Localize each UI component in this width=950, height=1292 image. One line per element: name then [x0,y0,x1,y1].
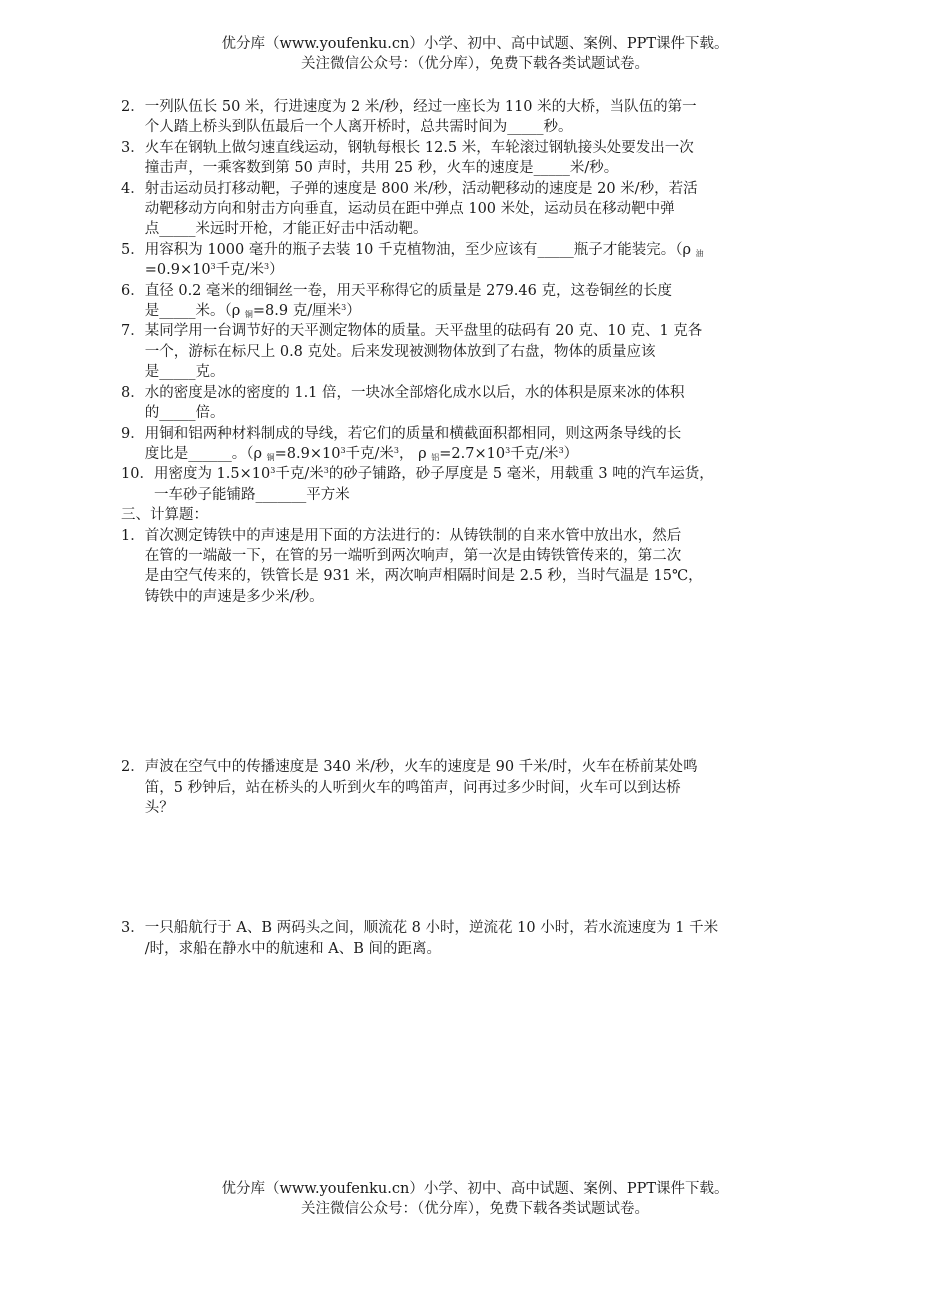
question-text: =8.9×10 [274,445,341,462]
question-line: 水的密度是冰的密度的 1.1 倍，一块冰全部熔化成水以后，水的体积是原来冰的体积 [144,384,685,401]
question-number: 2． [121,99,145,115]
superscript: 3 [323,466,329,476]
question-line: 点_____米远时开枪，才能正好击中活动靶。 [144,221,428,238]
question-line: 直径 0.2 毫米的细铜丝一卷，用天平称得它的质量是 279.46 克，这卷铜丝的长度 [144,282,672,299]
fill-question-6 [121,281,836,322]
question-line: 一列队伍长 50 米，行进速度为 2 米/秒，经过一座长为 110 米的大桥，当队伍的第一 [144,99,697,115]
superscript: 3 [340,445,346,455]
question-line: 的_____倍。 [144,405,225,422]
question-text: ， ρ [399,445,432,462]
document-body [121,97,836,959]
superscript: 3 [270,466,276,476]
calc-question-1 [121,526,836,608]
question-line: 某同学用一台调节好的天平测定物体的质量。天平盘里的砝码有 20 克、10 克、1 克各 [144,323,703,340]
question-text: 千克/米 [215,262,265,279]
page-footer [0,1179,950,1219]
question-number: 10． [121,466,154,483]
question-text: ） [346,303,361,320]
header-line-1: 优分库（www.youfenku.cn）小学、初中、高中试题、案例、PPT课件下载。 [221,36,729,52]
question-line: 一个，游标在标尺上 0.8 克处。后来发现被测物体放到了右盘，物体的质量应该 [144,343,656,360]
question-text: =2.7×10 [439,445,506,462]
question-text: ） [563,445,579,462]
question-number: 9． [121,425,145,442]
question-line: 是_____克。 [144,364,225,381]
question-number: 3． [121,920,145,937]
question-line: 笛，5 秒钟后，站在桥头的人听到火车的鸣笛声，问再过多少时间，火车可以到达桥 [144,779,681,796]
question-line [154,464,836,484]
question-line: 声波在空气中的传播速度是 340 米/秒，火车的速度是 90 千米/时，火车在桥前某处鸣 [144,759,698,776]
question-line: 一只船航行于 A、B 两码头之间，顺流花 8 小时，逆流花 10 小时，若水流速度为 1 千米 [144,920,719,937]
question-text: ） [269,262,284,279]
question-line: /时，求船在静水中的航速和 A、B 间的距离。 [144,940,441,957]
calc-question-3 [121,918,836,959]
question-line: 头？ [144,799,174,816]
question-number: 5． [121,241,145,258]
calc-question-2 [121,757,836,818]
question-line: 一车砂子能铺路_______平方米 [153,486,350,503]
footer-line-1: 优分库（www.youfenku.cn）小学、初中、高中试题、案例、PPT课件下载。 [221,1181,729,1197]
question-line: 首次测定铸铁中的声速是用下面的方法进行的：从铸铁制的自来水管中放出水，然后 [144,527,682,544]
question-line: 撞击声，一乘客数到第 50 声时，共用 25 秒，火车的速度是_____米/秒。 [144,160,619,177]
question-line: 个人踏上桥头到队伍最后一个人离开桥时，总共需时间为_____秒。 [144,119,573,136]
question-number: 3． [121,139,145,156]
question-line: 铸铁中的声速是多少米/秒。 [144,588,324,605]
question-line [145,260,836,280]
section-title: 三、计算题： [121,507,208,524]
question-number: 7． [121,323,145,340]
question-number: 1． [121,527,145,544]
superscript: 3 [341,303,347,313]
fill-question-7 [121,321,836,382]
question-line: 是由空气传来的，铁管长是 931 米，两次响声相隔时间是 2.5 秒，当时气温是 15℃， [144,568,703,585]
question-number: 2． [121,759,145,776]
question-text: 用密度为 1.5×10 [153,466,271,483]
page-header [0,34,950,74]
question-line: 用铜和铝两种材料制成的导线，若它们的质量和横截面积都相同，则这两条导线的长 [144,425,682,442]
superscript: 3 [210,262,216,272]
answer-space [121,607,836,757]
fill-question-5 [121,240,836,281]
question-text: 度比是______。（ρ [144,445,267,462]
fill-question-3 [121,138,836,179]
question-line: 在管的一端敲一下，在管的另一端听到两次响声，第一次是由铸铁管传来的，第二次 [144,547,682,564]
superscript: 3 [393,445,400,455]
question-line [145,240,836,260]
question-text: 千克/米 [510,445,559,462]
subscript: 铝 [431,452,440,462]
question-number: 6． [121,282,145,299]
subscript: 油 [695,248,704,258]
answer-space [121,818,836,918]
question-text: 是_____米。（ρ [144,303,245,320]
subscript: 铜 [244,310,253,320]
question-line: 火车在钢轨上做匀速直线运动，钢轨每根长 12.5 米，车轮滚过钢轨接头处要发出一次 [144,139,694,156]
question-text: =8.9 克/厘米 [252,303,342,320]
footer-line-2: 关注微信公众号：（优分库），免费下载各类试题试卷。 [301,1201,649,1217]
fill-question-10 [121,464,836,505]
question-number: 4． [121,180,145,197]
question-text: 用容积为 1000 毫升的瓶子去装 10 千克植物油，至少应该有_____瓶子才能装完。（ρ [144,241,696,258]
fill-question-9 [121,424,836,465]
question-text: 千克/米 [345,445,394,462]
question-text: =0.9×10 [144,262,211,279]
question-text: 的砂子铺路，砂子厚度是 5 毫米，用载重 3 吨的汽车运货， [328,466,714,483]
question-number: 8． [121,384,145,401]
question-line: 动靶移动方向和射击方向垂直，运动员在距中弹点 100 米处，运动员在移动靶中弹 [144,201,675,218]
superscript: 3 [558,445,564,455]
fill-question-8 [121,383,836,424]
fill-question-2 [121,97,836,138]
question-line [145,301,836,321]
question-line [145,444,836,464]
question-text: 千克/米 [275,466,324,483]
superscript: 3 [264,262,270,272]
question-line: 射击运动员打移动靶，子弹的速度是 800 米/秒，活动靶移动的速度是 20 米/秒，若活 [144,180,698,197]
fill-question-4 [121,179,836,240]
superscript: 3 [505,445,511,455]
subscript: 铜 [266,452,275,462]
header-line-2: 关注微信公众号：（优分库），免费下载各类试题试卷。 [301,56,649,72]
